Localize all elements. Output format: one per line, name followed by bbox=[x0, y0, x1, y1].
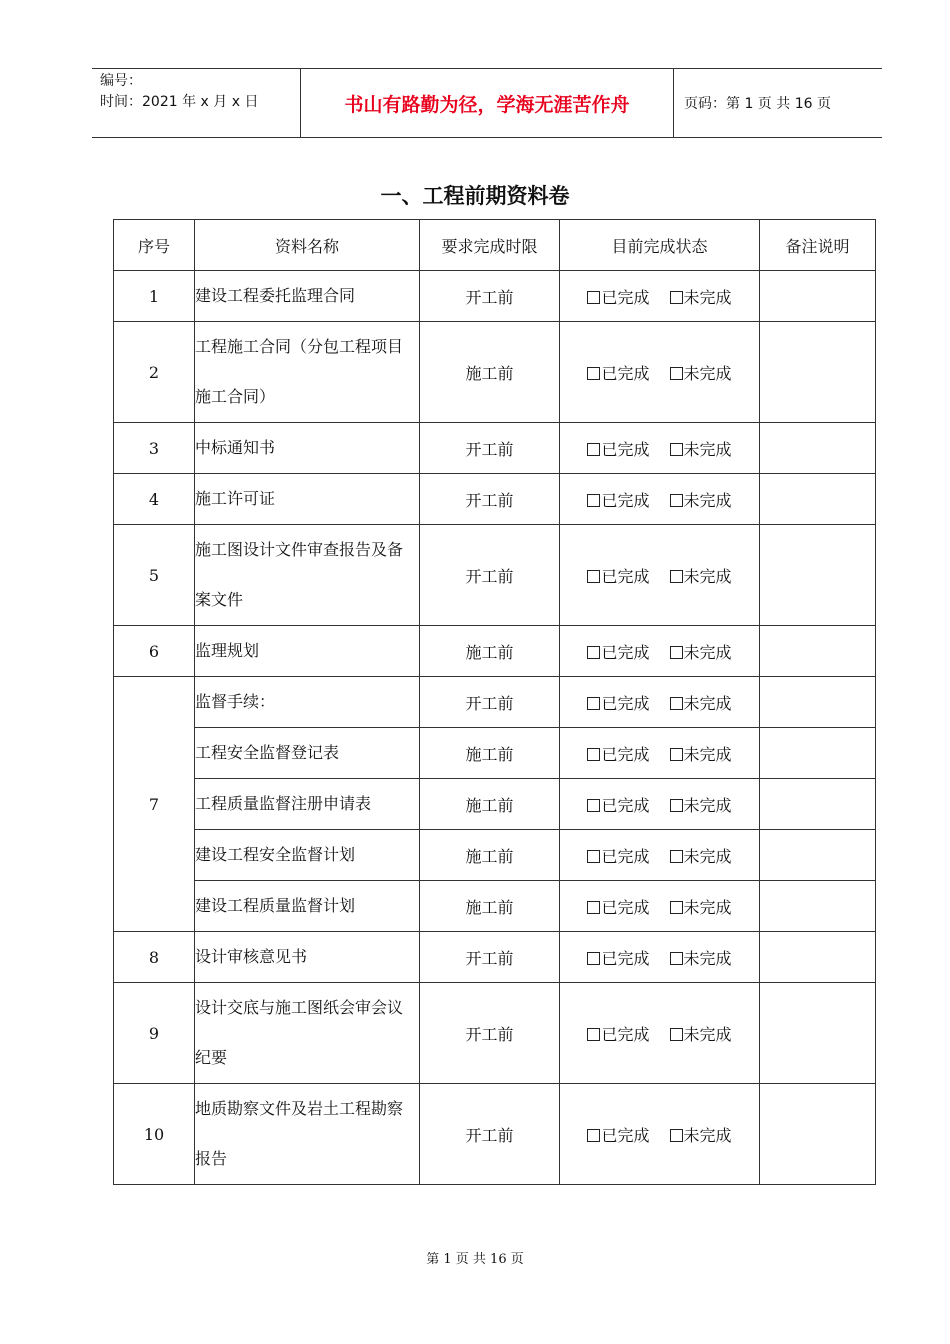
table-row bbox=[114, 932, 876, 983]
table-row bbox=[114, 779, 876, 830]
table-row bbox=[114, 983, 876, 1084]
undone-label: 未完成 bbox=[683, 1125, 732, 1145]
row-number: 1 bbox=[114, 271, 195, 322]
row-name: 建设工程质量监督计划 bbox=[195, 881, 420, 932]
row-number: 3 bbox=[114, 423, 195, 474]
done-checkbox[interactable] bbox=[587, 901, 600, 914]
row-remark[interactable] bbox=[760, 322, 876, 423]
row-status bbox=[560, 423, 760, 474]
row-number: 4 bbox=[114, 474, 195, 525]
table-row bbox=[114, 423, 876, 474]
document-table bbox=[113, 219, 876, 1185]
row-name: 地质勘察文件及岩土工程勘察报告 bbox=[195, 1084, 420, 1185]
row-name: 中标通知书 bbox=[195, 423, 420, 474]
time-label: 时间：2021 年 x 月 x 日 bbox=[100, 94, 259, 110]
undone-label: 未完成 bbox=[683, 1024, 732, 1044]
done-label: 已完成 bbox=[601, 287, 650, 307]
done-checkbox[interactable] bbox=[587, 697, 600, 710]
undone-label: 未完成 bbox=[683, 846, 732, 866]
header-meta bbox=[92, 69, 301, 137]
done-checkbox[interactable] bbox=[587, 952, 600, 965]
header-motto: 书山有路勤为径，学海无涯苦作舟 bbox=[301, 69, 674, 137]
row-number: 10 bbox=[114, 1084, 195, 1185]
row-deadline: 开工前 bbox=[420, 474, 560, 525]
done-checkbox[interactable] bbox=[587, 1028, 600, 1041]
row-remark[interactable] bbox=[760, 728, 876, 779]
row-status bbox=[560, 881, 760, 932]
row-name: 工程安全监督登记表 bbox=[195, 728, 420, 779]
row-number: 5 bbox=[114, 525, 195, 626]
row-name: 建设工程安全监督计划 bbox=[195, 830, 420, 881]
table-header-row bbox=[114, 220, 876, 271]
row-status bbox=[560, 474, 760, 525]
done-label: 已完成 bbox=[601, 693, 650, 713]
table-row bbox=[114, 525, 876, 626]
done-label: 已完成 bbox=[601, 846, 650, 866]
table-row bbox=[114, 881, 876, 932]
row-remark[interactable] bbox=[760, 423, 876, 474]
undone-label: 未完成 bbox=[683, 897, 732, 917]
row-remark[interactable] bbox=[760, 677, 876, 728]
row-deadline: 开工前 bbox=[420, 677, 560, 728]
undone-label: 未完成 bbox=[683, 642, 732, 662]
row-name: 监理规划 bbox=[195, 626, 420, 677]
done-label: 已完成 bbox=[601, 948, 650, 968]
undone-checkbox[interactable] bbox=[670, 850, 683, 863]
undone-label: 未完成 bbox=[683, 363, 732, 383]
row-status bbox=[560, 525, 760, 626]
row-remark[interactable] bbox=[760, 830, 876, 881]
row-name: 工程质量监督注册申请表 bbox=[195, 779, 420, 830]
col-header-name: 资料名称 bbox=[195, 220, 420, 271]
undone-checkbox[interactable] bbox=[670, 799, 683, 812]
row-deadline: 施工前 bbox=[420, 322, 560, 423]
row-deadline: 开工前 bbox=[420, 932, 560, 983]
done-label: 已完成 bbox=[601, 566, 650, 586]
undone-checkbox[interactable] bbox=[670, 291, 683, 304]
row-status bbox=[560, 626, 760, 677]
row-number: 7 bbox=[114, 677, 195, 932]
table-row bbox=[114, 677, 876, 728]
row-remark[interactable] bbox=[760, 881, 876, 932]
done-label: 已完成 bbox=[601, 1125, 650, 1145]
col-header-no: 序号 bbox=[114, 220, 195, 271]
row-name: 施工图设计文件审查报告及备案文件 bbox=[195, 525, 420, 626]
row-remark[interactable] bbox=[760, 626, 876, 677]
row-remark[interactable] bbox=[760, 271, 876, 322]
undone-label: 未完成 bbox=[683, 744, 732, 764]
row-number: 9 bbox=[114, 983, 195, 1084]
row-deadline: 开工前 bbox=[420, 525, 560, 626]
done-checkbox[interactable] bbox=[587, 850, 600, 863]
done-checkbox[interactable] bbox=[587, 1129, 600, 1142]
table-row bbox=[114, 626, 876, 677]
table-row bbox=[114, 322, 876, 423]
row-deadline: 开工前 bbox=[420, 1084, 560, 1185]
done-checkbox[interactable] bbox=[587, 570, 600, 583]
undone-label: 未完成 bbox=[683, 693, 732, 713]
row-remark[interactable] bbox=[760, 525, 876, 626]
row-name: 设计交底与施工图纸会审会议纪要 bbox=[195, 983, 420, 1084]
table-row bbox=[114, 830, 876, 881]
done-label: 已完成 bbox=[601, 795, 650, 815]
table-row bbox=[114, 728, 876, 779]
done-label: 已完成 bbox=[601, 439, 650, 459]
row-remark[interactable] bbox=[760, 932, 876, 983]
page-title: 一、工程前期资料卷 bbox=[380, 184, 570, 208]
done-checkbox[interactable] bbox=[587, 799, 600, 812]
row-name: 工程施工合同（分包工程项目施工合同） bbox=[195, 322, 420, 423]
done-checkbox[interactable] bbox=[587, 367, 600, 380]
row-deadline: 开工前 bbox=[420, 983, 560, 1084]
row-status bbox=[560, 932, 760, 983]
row-remark[interactable] bbox=[760, 983, 876, 1084]
row-number: 6 bbox=[114, 626, 195, 677]
row-status bbox=[560, 271, 760, 322]
table-row bbox=[114, 1084, 876, 1185]
undone-checkbox[interactable] bbox=[670, 570, 683, 583]
serial-label: 编号： bbox=[100, 73, 142, 89]
undone-checkbox[interactable] bbox=[670, 1028, 683, 1041]
done-label: 已完成 bbox=[601, 642, 650, 662]
row-status bbox=[560, 779, 760, 830]
undone-checkbox[interactable] bbox=[670, 952, 683, 965]
done-label: 已完成 bbox=[601, 363, 650, 383]
row-status bbox=[560, 983, 760, 1084]
row-deadline: 施工前 bbox=[420, 728, 560, 779]
undone-label: 未完成 bbox=[683, 439, 732, 459]
row-status bbox=[560, 677, 760, 728]
undone-checkbox[interactable] bbox=[670, 748, 683, 761]
row-status bbox=[560, 1084, 760, 1185]
row-name: 监督手续： bbox=[195, 677, 420, 728]
undone-checkbox[interactable] bbox=[670, 901, 683, 914]
row-status bbox=[560, 322, 760, 423]
row-deadline: 施工前 bbox=[420, 626, 560, 677]
page-footer: 第 1 页 共 16 页 bbox=[426, 1252, 524, 1267]
done-label: 已完成 bbox=[601, 490, 650, 510]
undone-label: 未完成 bbox=[683, 566, 732, 586]
done-checkbox[interactable] bbox=[587, 646, 600, 659]
done-checkbox[interactable] bbox=[587, 494, 600, 507]
done-label: 已完成 bbox=[601, 744, 650, 764]
done-label: 已完成 bbox=[601, 1024, 650, 1044]
row-remark[interactable] bbox=[760, 474, 876, 525]
col-header-deadline: 要求完成时限 bbox=[420, 220, 560, 271]
done-checkbox[interactable] bbox=[587, 291, 600, 304]
undone-checkbox[interactable] bbox=[670, 367, 683, 380]
row-status bbox=[560, 830, 760, 881]
done-label: 已完成 bbox=[601, 897, 650, 917]
row-status bbox=[560, 728, 760, 779]
row-number: 8 bbox=[114, 932, 195, 983]
row-name: 设计审核意见书 bbox=[195, 932, 420, 983]
undone-checkbox[interactable] bbox=[670, 697, 683, 710]
header-page-info: 页码：第 1 页 共 16 页 bbox=[684, 96, 831, 112]
table-body bbox=[114, 271, 876, 1185]
table-row bbox=[114, 474, 876, 525]
row-remark[interactable] bbox=[760, 1084, 876, 1185]
undone-label: 未完成 bbox=[683, 795, 732, 815]
undone-checkbox[interactable] bbox=[670, 494, 683, 507]
row-deadline: 开工前 bbox=[420, 423, 560, 474]
col-header-status: 目前完成状态 bbox=[560, 220, 760, 271]
undone-checkbox[interactable] bbox=[670, 1129, 683, 1142]
row-remark[interactable] bbox=[760, 779, 876, 830]
undone-label: 未完成 bbox=[683, 948, 732, 968]
undone-label: 未完成 bbox=[683, 490, 732, 510]
row-deadline: 施工前 bbox=[420, 881, 560, 932]
done-checkbox[interactable] bbox=[587, 443, 600, 456]
done-checkbox[interactable] bbox=[587, 748, 600, 761]
row-name: 建设工程委托监理合同 bbox=[195, 271, 420, 322]
col-header-remark: 备注说明 bbox=[760, 220, 876, 271]
row-number: 2 bbox=[114, 322, 195, 423]
row-deadline: 施工前 bbox=[420, 779, 560, 830]
row-name: 施工许可证 bbox=[195, 474, 420, 525]
document-header bbox=[92, 68, 882, 138]
row-deadline: 开工前 bbox=[420, 271, 560, 322]
row-deadline: 施工前 bbox=[420, 830, 560, 881]
undone-checkbox[interactable] bbox=[670, 646, 683, 659]
table-row bbox=[114, 271, 876, 322]
undone-label: 未完成 bbox=[683, 287, 732, 307]
undone-checkbox[interactable] bbox=[670, 443, 683, 456]
